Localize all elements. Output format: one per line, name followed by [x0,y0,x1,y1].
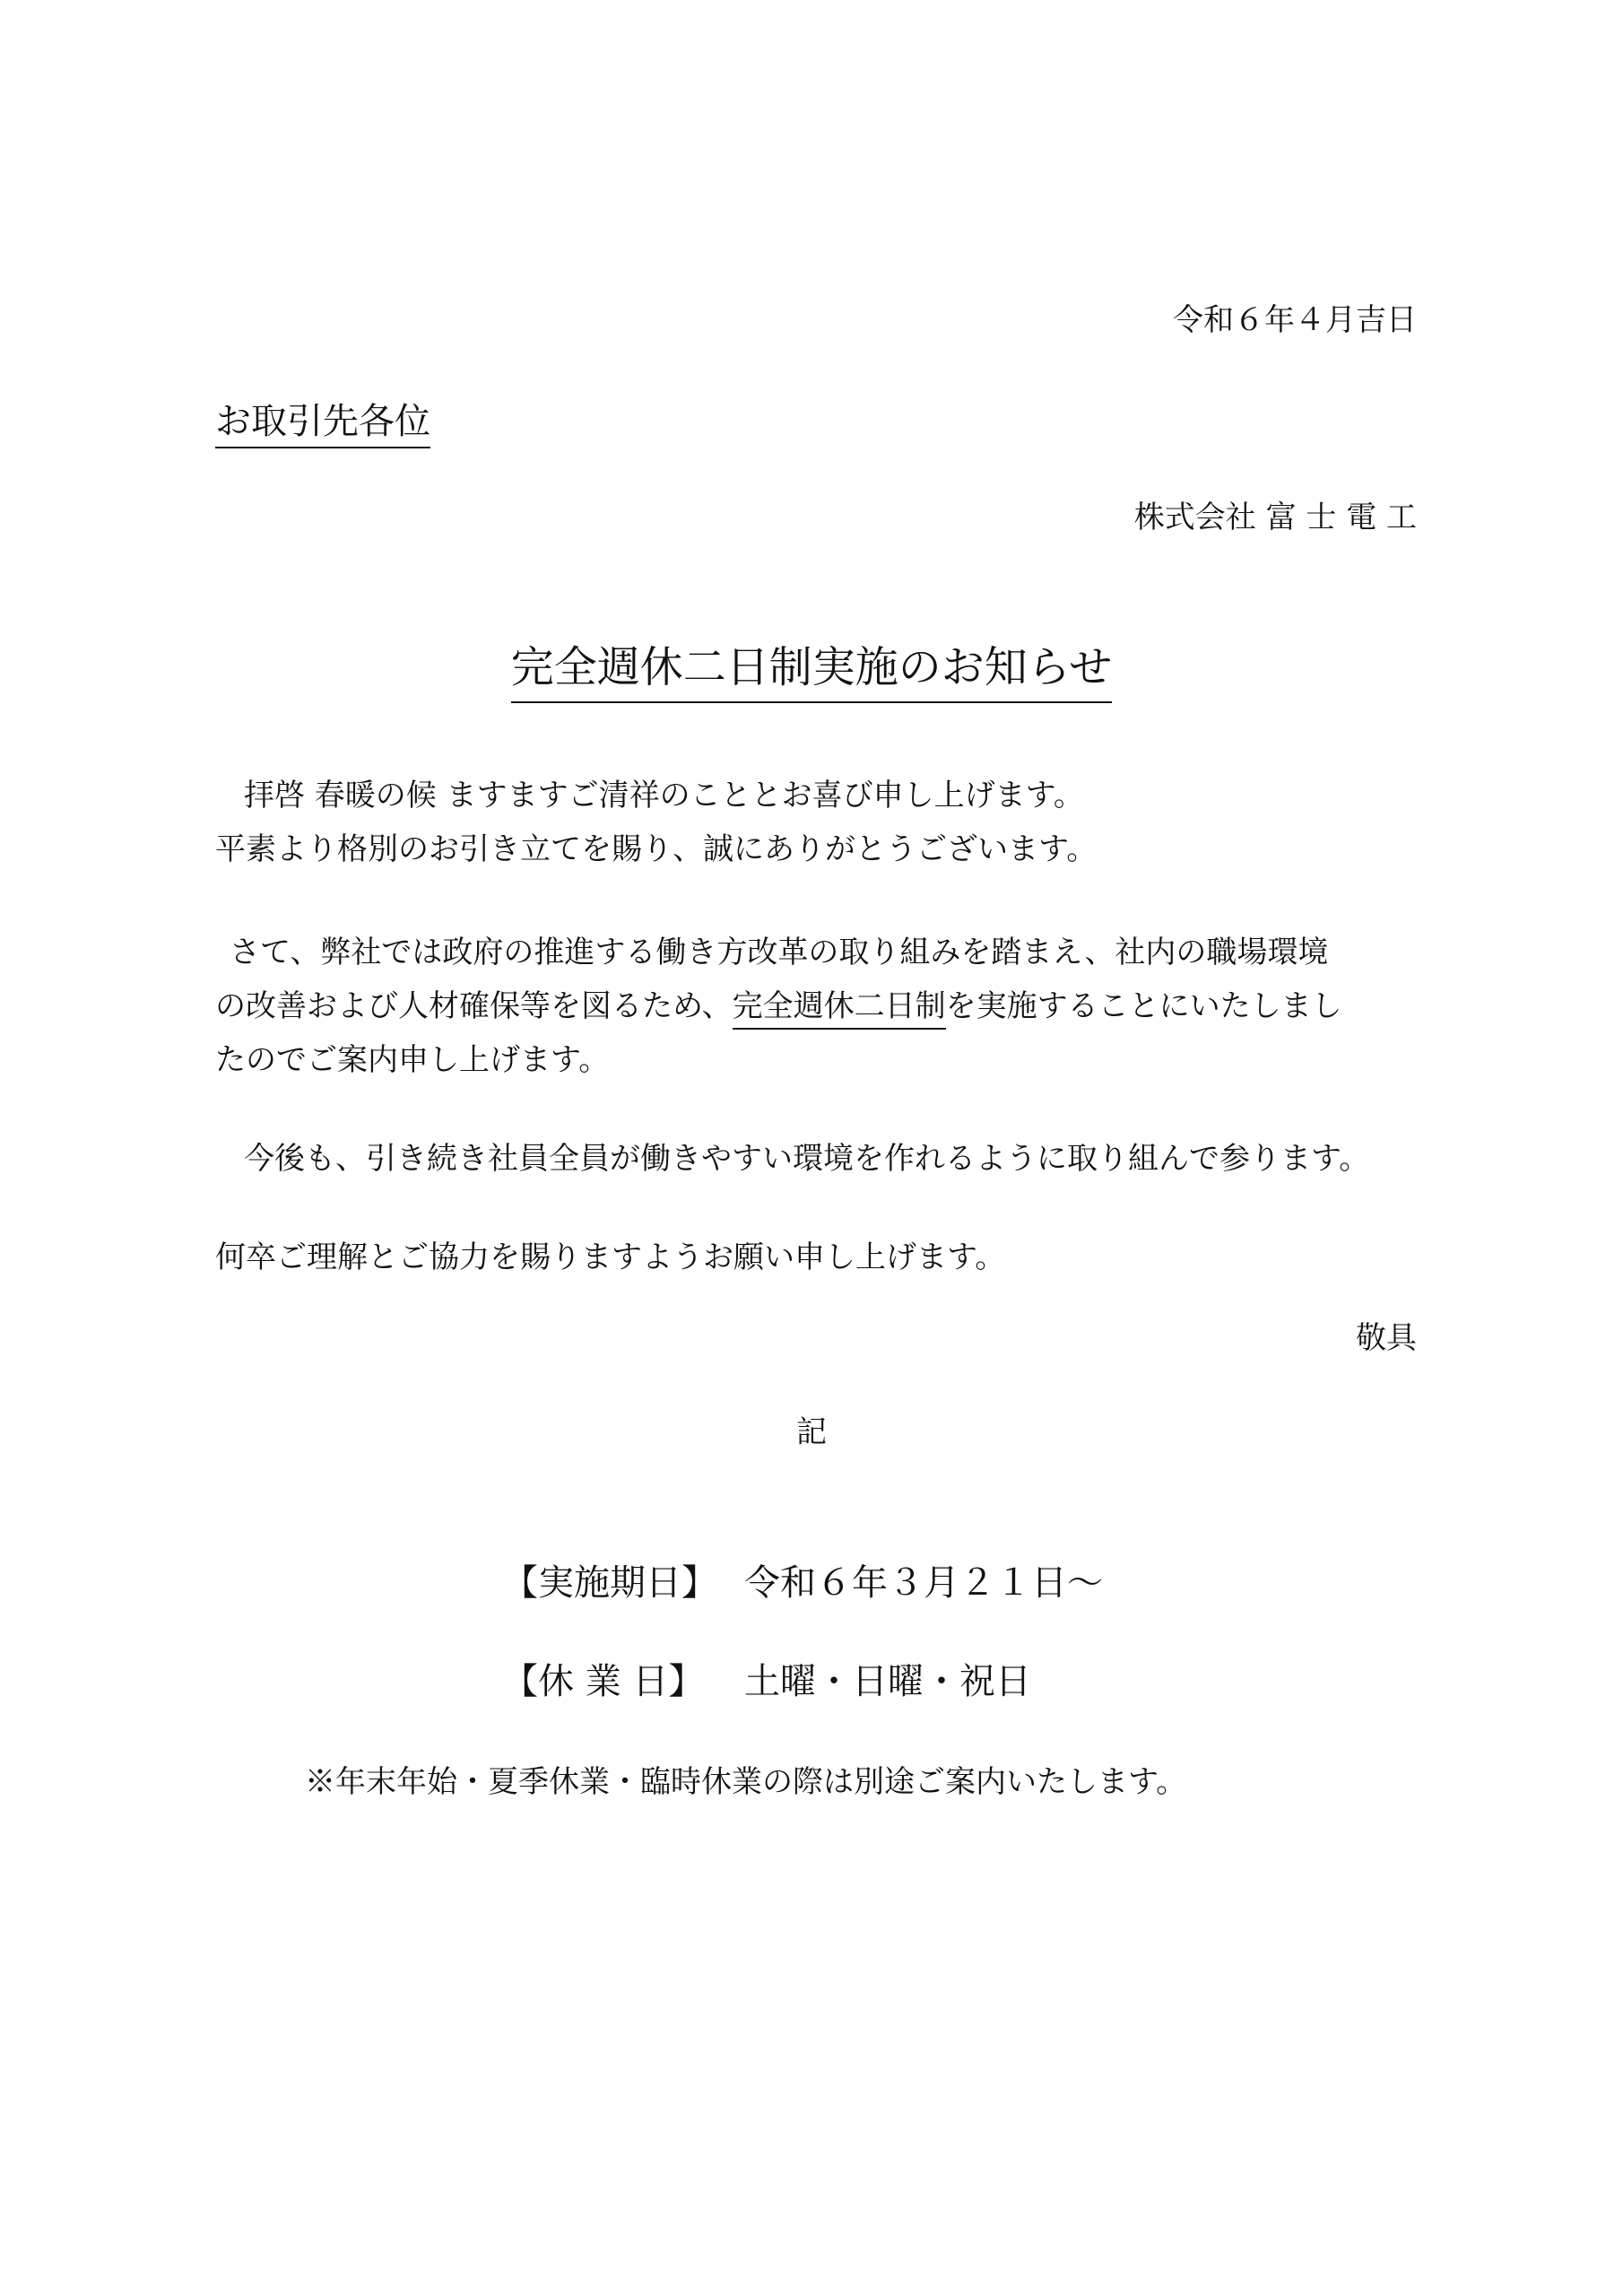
implementation-date-row [502,1562,1103,1604]
body-line-2 [215,988,1342,1024]
document-title [0,642,1623,692]
body-line-3: たのでご案内申し上げます。 [215,1042,610,1078]
body-line-2-before: の改善および人材確保等を図るため、 [215,988,733,1024]
commitment-paragraph: 今後も、引き続き社員全員が働きやすい環境を作れるように取り組んで参ります。 [244,1141,1370,1177]
closing-word: 敬具 [1356,1320,1417,1356]
ki-heading: 記 [796,1414,827,1450]
body-line-2-after: を実施することにいたしまし [945,988,1342,1024]
greeting-line-1: 拝啓 春暖の候 ますますご清祥のこととお喜び申し上げます。 [244,778,1084,813]
greeting-line-2: 平素より格別のお引き立てを賜り、誠にありがとうございます。 [215,831,1098,867]
addressee: お取引先各位 [215,404,430,448]
holiday-row [502,1661,1031,1702]
body-line-2-underlined: 完全週休二日制 [733,988,946,1030]
holiday-note: ※年末年始・夏季休業・臨時休業の際は別途ご案内いたします。 [305,1764,1187,1800]
holiday-value: 土曜・日曜・祝日 [744,1661,1031,1702]
company-name: 株式会社 富 士 電 工 [1133,500,1417,535]
request-paragraph: 何卒ご理解とご協力を賜りますようお願い申し上げます。 [215,1239,1006,1275]
implementation-date-value: 令和６年３月２１日～ [744,1562,1103,1604]
holiday-label: 【休 業 日】 [502,1661,705,1702]
body-line-1: さて、弊社では政府の推進する働き方改革の取り組みを踏まえ、社内の職場環境 [230,935,1329,970]
letter-date: 令和６年４月吉日 [1173,302,1417,338]
document-title-text: 完全週休二日制実施のお知らせ [511,642,1113,703]
implementation-date-label: 【実施期日】 [502,1562,717,1604]
